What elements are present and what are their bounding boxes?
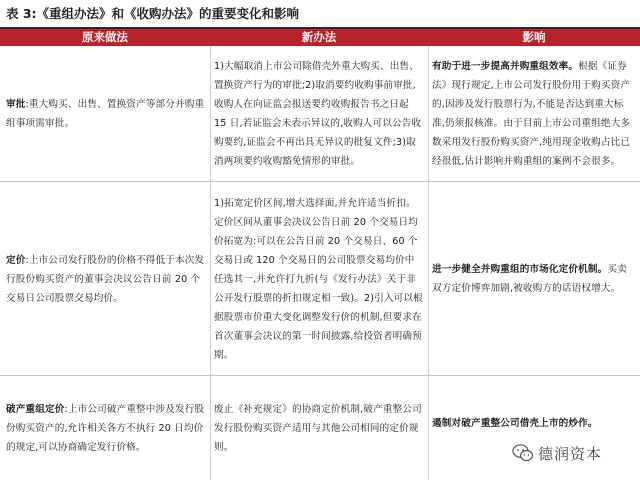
table-title: 表 3:《重组办法》和《收购办法》的重要变化和影响 bbox=[6, 6, 300, 21]
cell-impact bbox=[432, 182, 632, 376]
cell-text: 1)拓宽定价区间,增大选择面,并允许适当折扣。定价区间从董事会决议公告日前 20 个交易日均价拓宽为:可以在公告日前 20 个交易日、60 个交易日或 120 个交易日的公司股票交易均价中任选其一,并允许打九折(与《发行办法》关于非公开发行股票的折扣规定相一致)。2)引入可以根据股票市价重大变化调整发行价的机制,但要求在首次董事会决议的第一时间披露,给投资者明确预期。 bbox=[214, 197, 423, 361]
table-row-approval bbox=[0, 46, 640, 182]
impact-lead: 遏制对破产重整公司借壳上市的炒作。 bbox=[432, 418, 598, 429]
table-row-pricing bbox=[0, 182, 640, 376]
cell-impact bbox=[432, 46, 632, 182]
table-header bbox=[0, 29, 640, 46]
impact-lead: 有助于进一步提高并购重组效率。 bbox=[432, 61, 579, 72]
cell-new-rules bbox=[214, 182, 424, 376]
cell-text: 买卖双方定价博弈加剧,被收购方的话语权增大。 bbox=[432, 264, 627, 294]
cell-text: :上市公司发行股份的价格不得低于本次发行股份购买资产的董事会决议公告日前 20 个交易日公司股票交易均价。 bbox=[6, 254, 205, 304]
cell-old-practice bbox=[6, 376, 206, 480]
cell-new-rules bbox=[214, 46, 424, 182]
cell-text: 根据《证券法》现行规定,上市公司发行股份用于购买资产的,因涉及发行股票行为,不能是否达到重大标准,仍须报核准。由于目前上市公司重组绝大多数采用发行股份购买资产,纯用现金收购占比已经很低,估计影响并购重组的案例不会很多。 bbox=[432, 61, 631, 167]
cell-text: :重大购买、出售、置换资产等部分并购重组事项需审批。 bbox=[6, 99, 205, 129]
cell-text: :上市公司破产重整中涉及发行股份购买资产的,允许相关各方不执行 20 日均价的规定,可以协商确定发行价格。 bbox=[6, 403, 205, 453]
row-lead: 定价 bbox=[6, 254, 26, 266]
cell-old-practice bbox=[6, 182, 206, 376]
watermark-text: 德润资本 bbox=[538, 444, 603, 463]
row-lead: 破产重组定价 bbox=[6, 403, 65, 415]
watermark bbox=[512, 438, 636, 468]
row-lead: 审批 bbox=[6, 99, 26, 110]
cell-text: 废止《补充规定》的协商定价机制,破产重整公司发行股份购买资产适用与其他公司相同的定价规则。 bbox=[214, 403, 422, 453]
cell-old-practice bbox=[6, 46, 206, 182]
header-impact: 影响 bbox=[522, 30, 546, 44]
impact-lead: 进一步健全并购重组的市场化定价机制。 bbox=[432, 264, 608, 275]
cell-new-rules bbox=[214, 376, 424, 480]
header-new-rules: 新办法 bbox=[301, 30, 337, 44]
cell-text: 1)大幅取消上市公司除借壳外重大购买、出售、置换资产行为的审批;2)取消要约收购事前审批,收购人在向证监会报送要约收购报告书之日起 15 日,若证监会未表示异议的,收购人可以公告收购要约,证监会不再出具无异议的批复文件;3)取消两项要约收购豁免情形的审批。 bbox=[214, 61, 422, 167]
header-old-practice: 原来做法 bbox=[82, 30, 128, 44]
wechat-icon bbox=[512, 443, 534, 463]
